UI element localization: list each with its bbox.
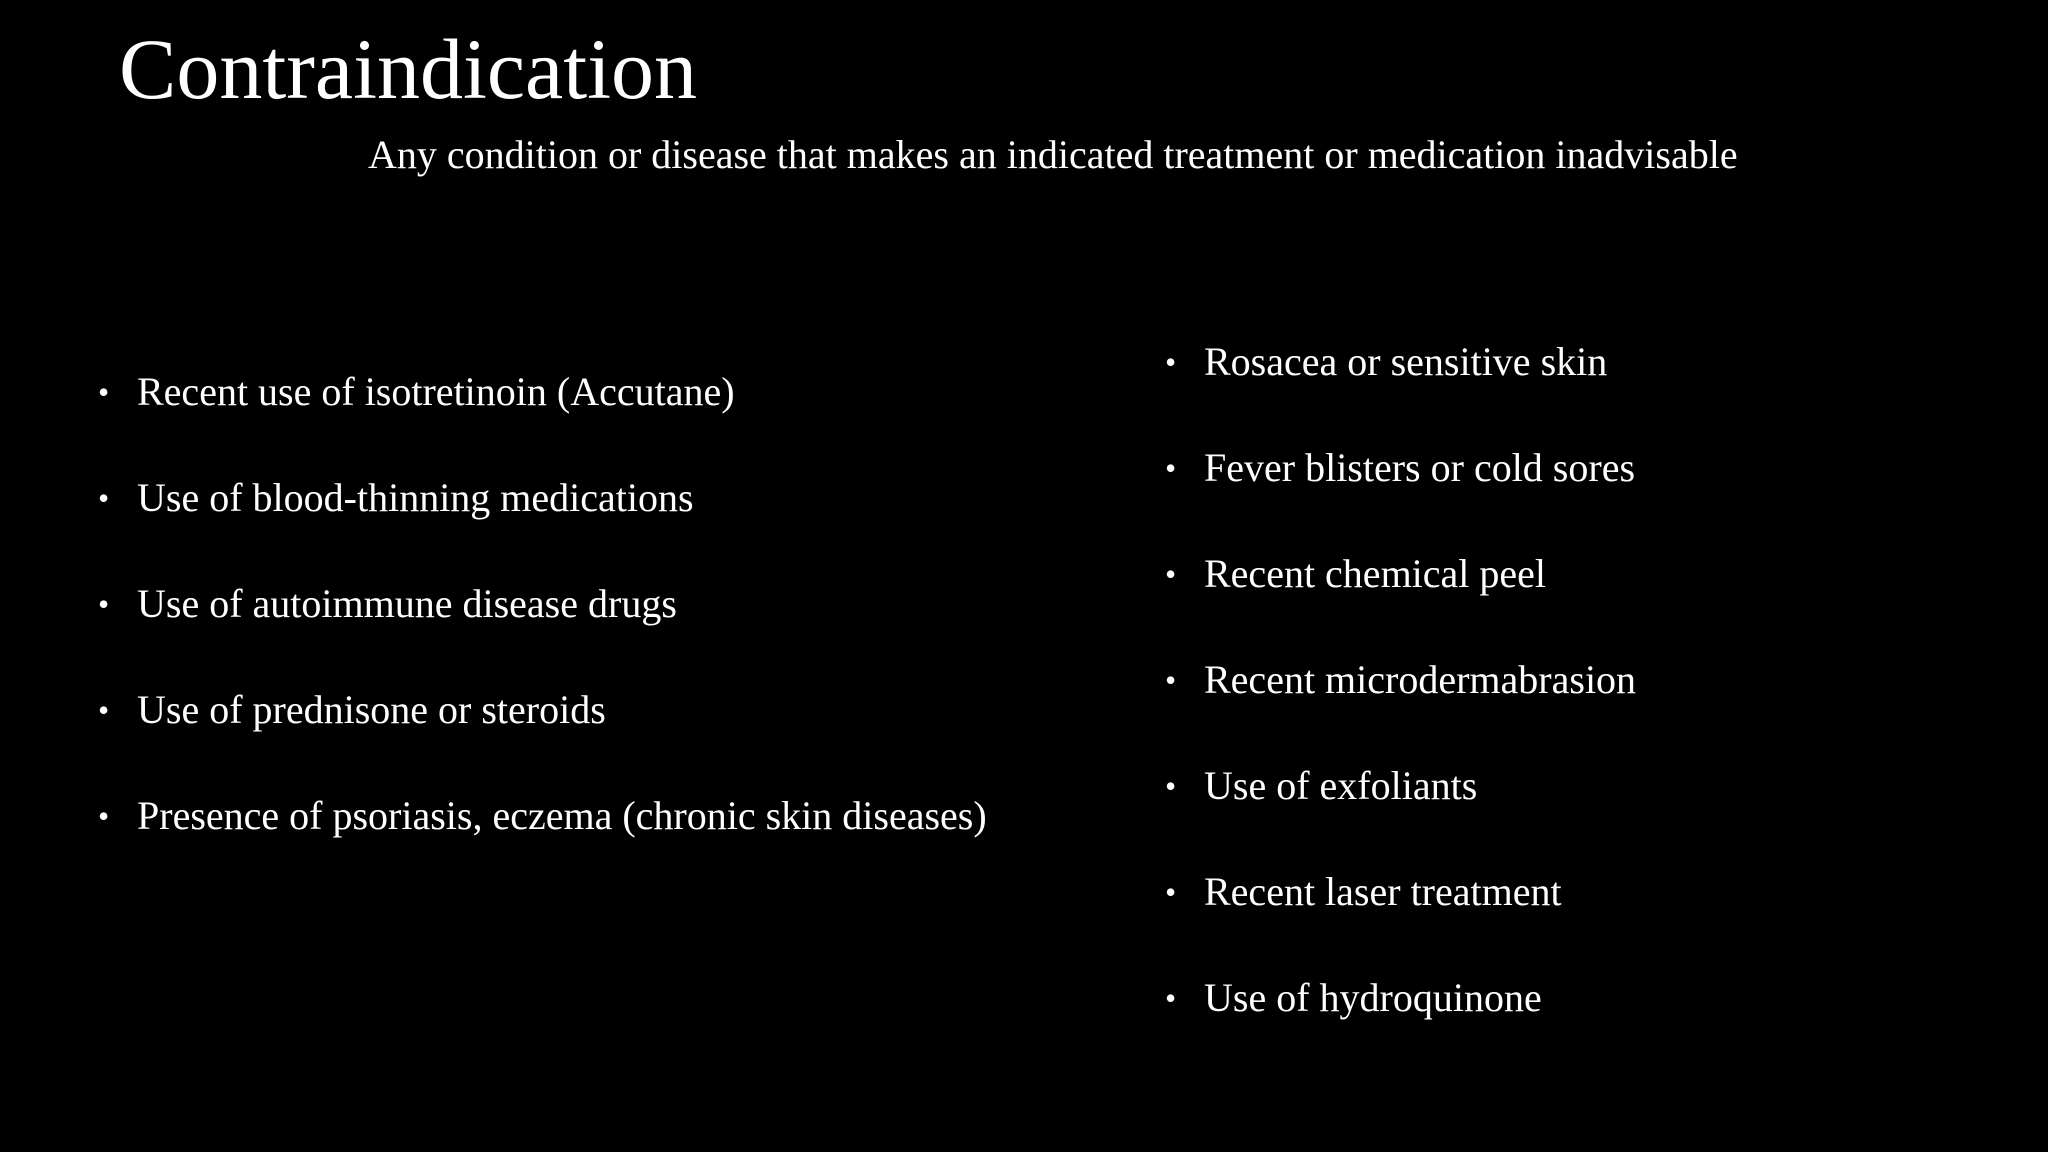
list-item (98, 680, 987, 786)
bullet-icon: • (1165, 768, 1177, 804)
list-item (98, 786, 987, 892)
list-item-text: Use of prednisone or steroids (137, 687, 606, 732)
list-item (98, 362, 987, 468)
list-item-text: Recent use of isotretinoin (Accutane) (137, 369, 735, 414)
list-item-text: Use of blood-thinning medications (137, 475, 694, 520)
bullet-icon: • (1165, 344, 1177, 380)
list-item-text: Recent chemical peel (1204, 551, 1547, 596)
list-item (98, 468, 987, 574)
bullet-icon: • (1165, 874, 1177, 910)
bullet-icon: • (98, 480, 110, 516)
bullet-icon: • (98, 374, 110, 410)
list-item-text: Recent laser treatment (1204, 869, 1562, 914)
list-item (98, 574, 987, 680)
list-item-text: Use of autoimmune disease drugs (137, 581, 677, 626)
bullet-icon: • (98, 692, 110, 728)
list-item-text: Use of hydroquinone (1204, 975, 1542, 1020)
list-item-text: Fever blisters or cold sores (1204, 445, 1636, 490)
left-bullet-list (98, 362, 987, 892)
list-item (1165, 332, 1636, 438)
bullet-icon: • (1165, 662, 1177, 698)
list-item-text: Presence of psoriasis, eczema (chronic skin diseases) (137, 793, 987, 838)
bullet-icon: • (1165, 980, 1177, 1016)
bullet-icon: • (1165, 450, 1177, 486)
bullet-icon: • (98, 798, 110, 834)
list-item (1165, 862, 1636, 968)
bullet-icon: • (1165, 556, 1177, 592)
list-item (1165, 756, 1636, 862)
list-item-text: Recent microdermabrasion (1204, 657, 1637, 702)
list-item (1165, 544, 1636, 650)
list-item-text: Use of exfoliants (1204, 763, 1478, 808)
slide-title: Contraindication (119, 21, 697, 117)
bullet-icon: • (98, 586, 110, 622)
list-item (1165, 650, 1636, 756)
list-item-text: Rosacea or sensitive skin (1204, 339, 1608, 384)
list-item (1165, 968, 1636, 1074)
list-item (1165, 438, 1636, 544)
slide-subtitle: Any condition or disease that makes an indicated treatment or medication inadvisable (368, 132, 1738, 177)
right-bullet-list (1165, 332, 1636, 1074)
